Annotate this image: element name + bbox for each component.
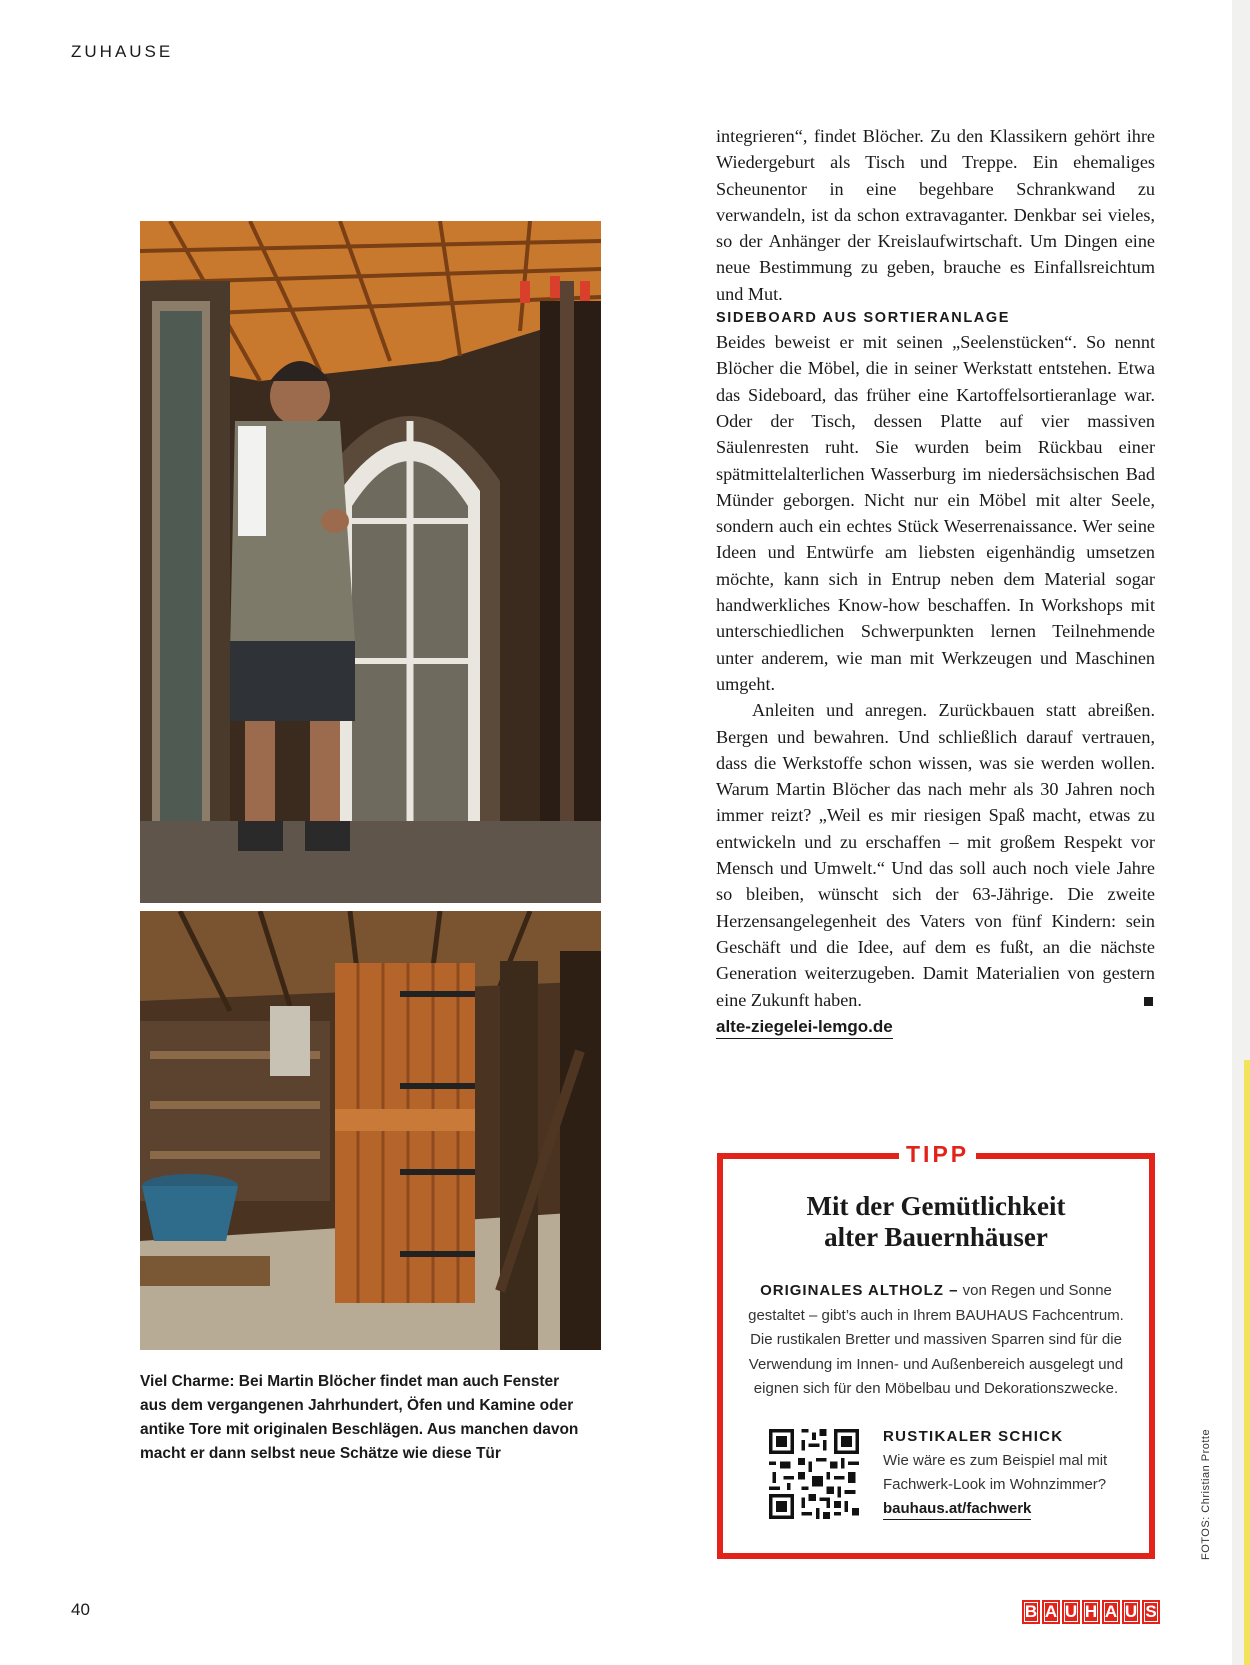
- logo-letter: A: [1102, 1600, 1120, 1624]
- article-intro: integrieren“, findet Blöcher. Zu den Klassikern gehört ihre Wiedergeburt als Tisch und Treppe. Ein ehemaliges Scheunentor in eine begehbare Schrankwand zu verwandeln, ist da schon extravaganter. Denkbar sei vieles, so der Anhänger der Kreislaufwirtschaft. Um Dingen eine neue Bestimmung zu geben, brauche es Einfallsreichtum und Mut.: [716, 126, 1155, 304]
- article-subheading: SIDEBOARD AUS SORTIERANLAGE: [716, 310, 1011, 327]
- bauhaus-logo[interactable]: [1022, 1600, 1160, 1624]
- fachwerk-link[interactable]: bauhaus.at/fachwerk: [883, 1499, 1031, 1520]
- logo-letter: A: [1042, 1600, 1060, 1624]
- tipp-box: [717, 1141, 1155, 1559]
- tipp-heading: [723, 1191, 1149, 1253]
- article-column: [716, 123, 1155, 1039]
- tipp-lead: ORIGINALES ALTHOLZ –: [760, 1282, 959, 1299]
- tipp-heading-line-1: Mit der Gemütlichkeit: [806, 1191, 1066, 1221]
- logo-letter: H: [1082, 1600, 1100, 1624]
- photo-caption: Viel Charme: Bei Martin Blöcher findet man auch Fenster aus dem vergangenen Jahrhundert, Öfen und Kamine oder antike Tore mit originalen Beschlägen. Aus manchen davon macht er dann selbst neue Schätze wie diese Tür: [140, 1373, 579, 1462]
- end-mark-icon: [1144, 997, 1153, 1006]
- article-paragraph-2: [716, 697, 1155, 1013]
- logo-letter: S: [1142, 1600, 1160, 1624]
- tipp-side: [883, 1425, 1133, 1521]
- article-paragraph-2-text: Anleiten und anregen. Zurückbauen statt abreißen. Bergen und bewahren. Und schließlich darauf vertrauen, dass die Werkstoffe schon wissen, was sie werden wollen. Warum Martin Blöcher das nach mehr als 30 Jahren noch immer reizt? „Weil es mir riesigen Spaß macht, etwas zu entwickeln und zu erschaffen – mit großem Respekt vor Mensch und Umwelt.“ Und das soll auch noch viele Jahre so bleiben, wünscht sich der 63-Jährige. Die zweite Herzensangelegenheit des Vaters von fünf Kindern: sein Geschäft und die Idee, auf dem es fußt, an die nächste Generation weiterzugeben. Damit Materialien von gestern eine Zukunft haben.: [716, 700, 1155, 1010]
- page-edge-marker: [1244, 1060, 1250, 1665]
- photo-wooden-door: [140, 911, 601, 1350]
- page-number: 40: [71, 1600, 90, 1619]
- photo-man-with-window: [140, 221, 601, 903]
- tipp-side-text: Wie wäre es zum Beispiel mal mit Fachwerk-Look im Wohnzimmer?: [883, 1452, 1108, 1493]
- qr-code-icon[interactable]: [769, 1429, 859, 1519]
- article-paragraph-1: Beides beweist er mit seinen „Seelenstücken“. So nennt Blöcher die Möbel, die in seiner Werkstatt entstehen. Etwa das Sideboard, das früher eine Kartoffelsortieranlage war. Oder der Tisch, dessen Platte auf vier massiven Säulenresten ruht. Sie wurden beim Rückbau einer spätmittelalterlichen Wasserburg im niedersächsischen Bad Münder geborgen. Nicht nur ein Möbel mit alter Seele, sondern auch ein echtes Stück Weserrenaissance. Wer seine Ideen und Entwürfe am liebsten eigenhändig umsetzen möchte, kann sich in Entrup neben dem Material sogar handwerkliches Know-how beschaffen. In Workshops mit unterschiedlichen Schwerpunkten lernen Teilnehmende unter anderem, wie man mit Werkzeugen und Maschinen umgeht.: [716, 332, 1155, 694]
- tipp-body-text: von Regen und Sonne gestaltet – gibt’s auch in Ihrem BAUHAUS Fachcentrum. Die rustikalen Bretter und massiven Sparren sind für die Verwendung im Innen- und Außenbereich ausgelegt und eignen sich für den Möbelbau und Dekorationszwecke.: [748, 1282, 1124, 1397]
- photo-man-with-window-illustration: [140, 221, 601, 903]
- tipp-body: [737, 1279, 1135, 1402]
- tipp-label: TIPP: [899, 1139, 976, 1169]
- section-label: ZUHAUSE: [71, 42, 174, 61]
- logo-letter: U: [1122, 1600, 1140, 1624]
- photo-wooden-door-illustration: [140, 911, 601, 1350]
- tipp-heading-line-2: alter Bauernhäuser: [824, 1222, 1048, 1252]
- photo-credit: FOTOS: Christian Protte: [1200, 1428, 1212, 1560]
- website-link[interactable]: alte-ziegelei-lemgo.de: [716, 1016, 893, 1039]
- logo-letter: U: [1062, 1600, 1080, 1624]
- logo-letter: B: [1022, 1600, 1040, 1624]
- tipp-side-title: RUSTIKALER SCHICK: [883, 1428, 1064, 1445]
